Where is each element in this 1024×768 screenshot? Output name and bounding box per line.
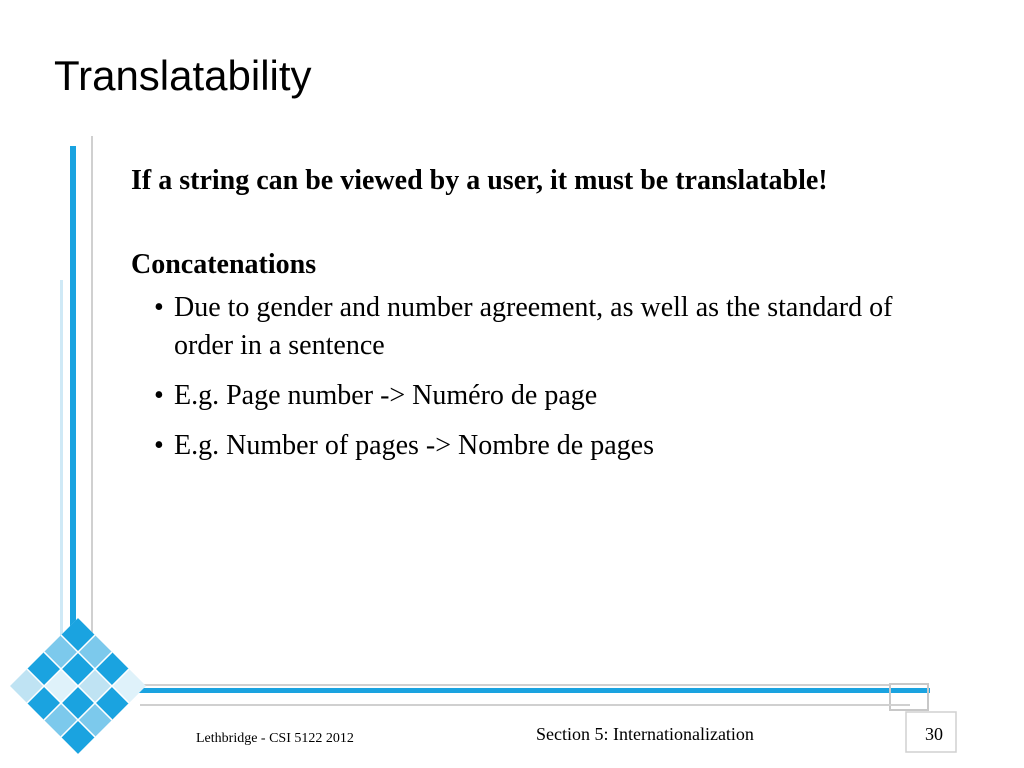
slide-body bbox=[131, 162, 931, 477]
diamond-mosaic-logo bbox=[10, 618, 146, 754]
bullet-icon: • bbox=[154, 292, 164, 323]
lead-statement: If a string can be viewed by a user, it must be translatable! bbox=[131, 165, 828, 196]
section-heading: Concatenations bbox=[131, 249, 317, 280]
bullet-list bbox=[131, 289, 931, 465]
footer-course: Lethbridge - CSI 5122 2012 bbox=[196, 731, 354, 746]
bullet-text: E.g. Page number -> Numéro de page bbox=[174, 380, 598, 411]
list-item bbox=[131, 377, 931, 415]
list-item bbox=[131, 427, 931, 465]
footer-section: Section 5: Internationalization bbox=[536, 724, 754, 744]
horizontal-accent-line bbox=[130, 688, 930, 693]
bullet-icon: • bbox=[154, 380, 164, 411]
vertical-accent-line bbox=[70, 146, 76, 656]
slide-title: Translatability bbox=[54, 52, 312, 99]
bullet-icon: • bbox=[154, 430, 164, 461]
vertical-gray-line bbox=[91, 136, 93, 656]
page-number: 30 bbox=[925, 724, 943, 744]
bullet-text: E.g. Number of pages -> Nombre de pages bbox=[174, 430, 654, 461]
bullet-text: Due to gender and number agreement, as well as the standard of order in a sentence bbox=[174, 292, 893, 361]
list-item bbox=[131, 289, 931, 365]
